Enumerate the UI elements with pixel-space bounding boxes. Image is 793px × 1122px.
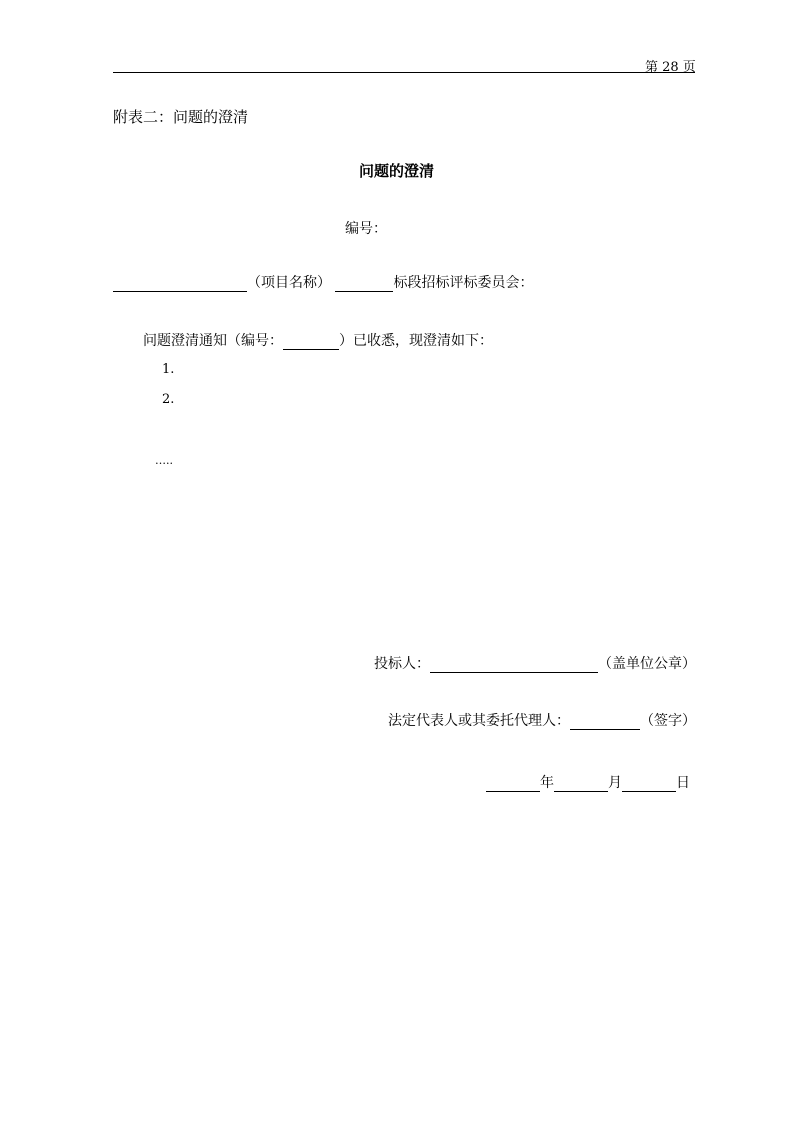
page-number: 第 28 页 — [645, 60, 696, 75]
section-label: 标段招标评标委员会： — [393, 275, 534, 291]
day-label: 日 — [676, 775, 690, 791]
ellipsis: ….. — [155, 454, 173, 467]
notice-number-blank[interactable] — [283, 349, 339, 350]
month-label: 月 — [608, 775, 622, 791]
serial-number-label: 编号： — [345, 221, 387, 237]
notice-prefix: 问题澄清通知（编号： — [143, 333, 283, 349]
list-item: 2. — [162, 392, 175, 407]
bidder-blank[interactable] — [430, 672, 598, 673]
project-name-label: （项目名称） — [247, 275, 331, 291]
section-blank[interactable] — [335, 291, 393, 292]
representative-note: （签字） — [640, 713, 696, 729]
date-line — [486, 774, 690, 792]
year-label: 年 — [540, 775, 554, 791]
list-item: 1. — [162, 362, 175, 377]
bidder-label: 投标人： — [374, 656, 430, 672]
representative-blank[interactable] — [570, 729, 640, 730]
notice-suffix: ）已收悉，现澄清如下： — [339, 333, 493, 349]
header-divider — [113, 72, 695, 73]
representative-label: 法定代表人或其委托代理人： — [388, 713, 570, 729]
project-name-blank[interactable] — [113, 291, 247, 292]
day-blank[interactable] — [622, 791, 676, 792]
representative-line — [388, 712, 696, 730]
month-blank[interactable] — [554, 791, 608, 792]
addressee-line — [113, 274, 533, 292]
year-blank[interactable] — [486, 791, 540, 792]
annex-title: 附表二：问题的澄清 — [113, 108, 249, 126]
document-title: 问题的澄清 — [358, 162, 434, 180]
bidder-line — [374, 655, 696, 673]
notice-line — [143, 332, 493, 350]
bidder-note: （盖单位公章） — [598, 656, 696, 672]
